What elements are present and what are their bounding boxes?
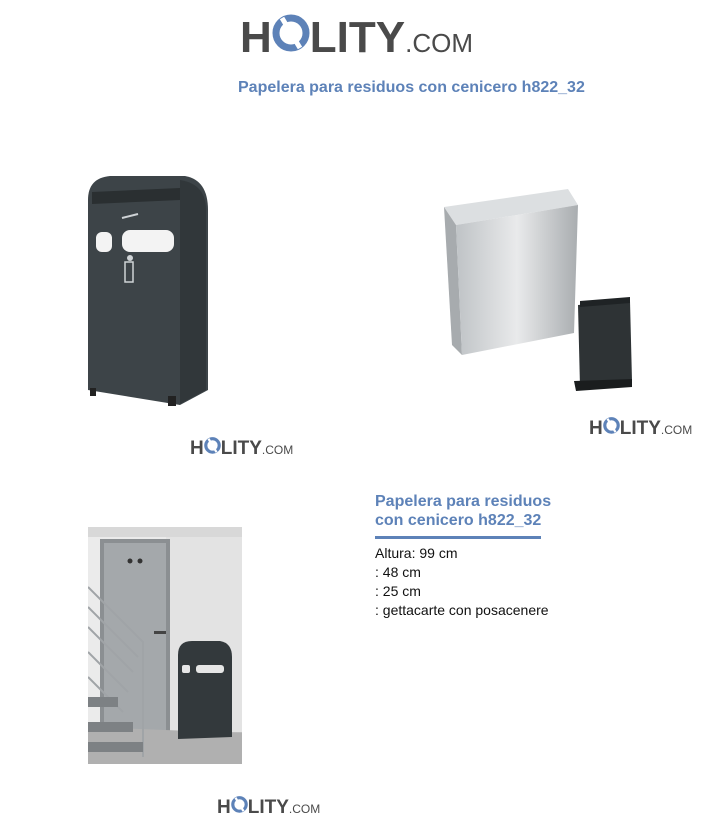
logo-letters: LITY <box>220 438 262 459</box>
spec-line: : gettacarte con posacenere <box>375 602 549 618</box>
logo-suffix: .COM <box>288 802 321 816</box>
logo-letter-h: H <box>217 797 231 818</box>
spec-divider <box>375 536 541 539</box>
logo-letter-h: H <box>190 438 204 459</box>
logo-letters: LITY <box>619 418 661 439</box>
logo-o-icon <box>231 795 248 813</box>
logo-o-icon <box>204 436 221 454</box>
logo-letters: LITY <box>247 797 289 818</box>
spec-block <box>375 492 635 620</box>
page-title: Papelera para residuos con cenicero h822_32 <box>238 79 585 96</box>
logo-o-icon <box>272 12 310 52</box>
product-image-scene <box>88 527 242 764</box>
spec-line: : 48 cm <box>375 564 421 580</box>
spec-line: : 25 cm <box>375 583 421 599</box>
image-logo-3 <box>217 795 320 817</box>
spec-title-line-2: con cenicero h822_32 <box>375 512 542 529</box>
logo-letter-h: H <box>240 13 272 62</box>
logo-suffix: .COM <box>405 28 473 58</box>
logo-suffix: .COM <box>660 423 693 437</box>
brand-logo <box>240 12 473 64</box>
product-image-bin <box>80 170 215 415</box>
image-logo-2 <box>589 416 692 438</box>
image-logo-1 <box>190 436 293 458</box>
logo-letter-h: H <box>589 418 603 439</box>
logo-letters: LITY <box>309 13 406 62</box>
spec-line: Altura: 99 cm <box>375 545 458 561</box>
product-image-liner <box>440 185 640 395</box>
logo-suffix: .COM <box>261 443 294 457</box>
spec-title-line-1: Papelera para residuos <box>375 493 552 510</box>
logo-o-icon <box>603 416 620 434</box>
